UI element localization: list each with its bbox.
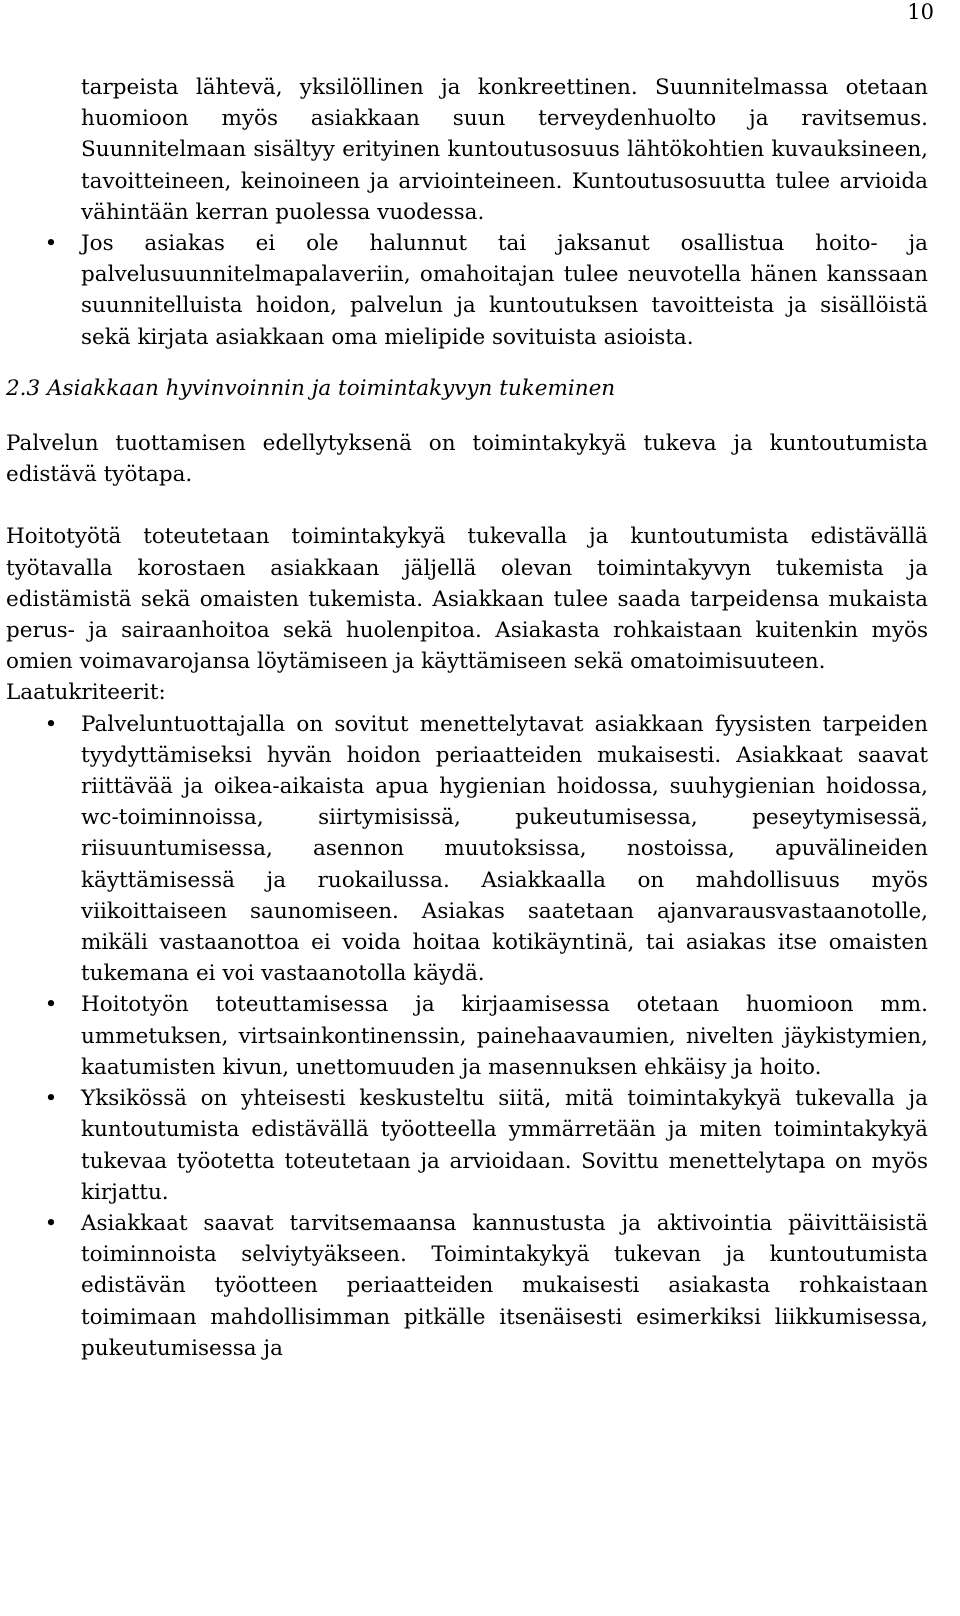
criteria-text: Asiakkaat saavat tarvitsemaansa kannustusta ja aktivointia päivittäisistä toiminnoista selviytyäkseen. Toimintakykyä tukevan ja kuntoutumista edistävän työotteen periaatteiden mukaisesti asiakasta rohkaistaan toimimaan mahdollisimman pitkälle itsenäisesti esimerkiksi liikkumisessa, pukeutumisessa ja (81, 1210, 928, 1361)
intro-paragraph: tarpeista lähtevä, yksilöllinen ja konkreettinen. Suunnitelmassa otetaan huomioon myös asiakkaan suun terveydenhuolto ja ravitsemus. Suunnitelmaan sisältyy erityinen kuntoutusosuus lähtökohtien kuvauksineen, tavoitteineen, keinoineen ja arviointeineen. Kuntoutusosuutta tulee arvioida vähintään kerran puolessa vuodessa. (81, 75, 928, 225)
criteria-item (6, 1083, 928, 1208)
bullet-icon: • (44, 1086, 58, 1112)
bullet-icon: • (44, 711, 58, 737)
section-heading: 2.3 Asiakkaan hyvinvoinnin ja toimintakyvyn tukeminen (6, 375, 616, 401)
page-number: 10 (907, 0, 934, 24)
bullet-icon: • (44, 1210, 58, 1236)
criteria-label: Laatukriteerit: (6, 680, 166, 706)
bullet-text: Jos asiakas ei ole halunnut tai jaksanut osallistua hoito- ja palvelusuunnitelmapalaveriin, omahoitajan tulee neuvotella hänen kanssaan suunnitelluista hoidon, palvelun ja kuntoutuksen tavoitteista ja sisällöistä sekä kirjata asiakkaan oma mielipide sovituista asioista. (81, 231, 928, 350)
paragraph-2: Hoitotyötä toteutetaan toimintakykyä tukevalla ja kuntoutumista edistävällä työtavalla korostaen asiakkaan jäljellä olevan toimintakyvyn tukemista ja edistämistä sekä omaisten tukemista. Asiakkaan tulee saada tarpeidensa mukaista perus- ja sairaanhoitoa sekä huolenpitoa. Asiakasta rohkaistaan kuitenkin myös omien voimavarojansa löytämiseen ja käyttämiseen sekä omatoimisuuteen. (6, 524, 928, 675)
criteria-item (6, 989, 928, 1083)
criteria-text: Palveluntuottajalla on sovitut menettelytavat asiakkaan fyysisten tarpeiden tyydyttämiseksi hyvän hoidon periaatteiden mukaisesti. Asiakkaat saavat riittävää ja oikea-aikaista apua hygienian hoidossa, suuhygienian hoidossa, wc-toiminnoissa, siirtymisissä, pukeutumisessa, peseytymisessä, riisuuntumisessa, asennon muutoksissa, nostoissa, apuvälineiden käyttämisessä ja ruokailussa. Asiakkaalla on mahdollisuus myös viikoittaiseen saunomiseen. Asiakas saatetaan ajanvarausvastaanotolle, mikäli vastaanottoa ei voida hoitaa kotikäyntinä, tai asiakas itse omaisten tukemana ei voi vastaanotolla käydä. (81, 711, 928, 987)
paragraph-1: Palvelun tuottamisen edellytyksenä on toimintakykyä tukeva ja kuntoutumista edistävä työtapa. (6, 431, 928, 488)
bullet-icon: • (44, 231, 58, 257)
criteria-text: Hoitotyön toteuttamisessa ja kirjaamisessa otetaan huomioon mm. ummetuksen, virtsainkontinenssin, painehaavaumien, nivelten jäykistymien, kaatumisten kivun, unettomuuden ja masennuksen ehkäisy ja hoito. (81, 992, 928, 1080)
document-body (6, 72, 928, 1364)
criteria-item (6, 709, 928, 990)
bullet-icon: • (44, 992, 58, 1018)
criteria-text: Yksikössä on yhteisesti keskusteltu siitä, mitä toimintakykyä tukevalla ja kuntoutumista edistävällä työotteella ymmärretään ja miten toimintakykyä tukevaa työotetta toteutetaan ja arvioidaan. Sovittu menettelytapa on myös kirjattu. (81, 1086, 928, 1205)
bullet-item-feedback (6, 228, 928, 353)
criteria-item (6, 1208, 928, 1364)
